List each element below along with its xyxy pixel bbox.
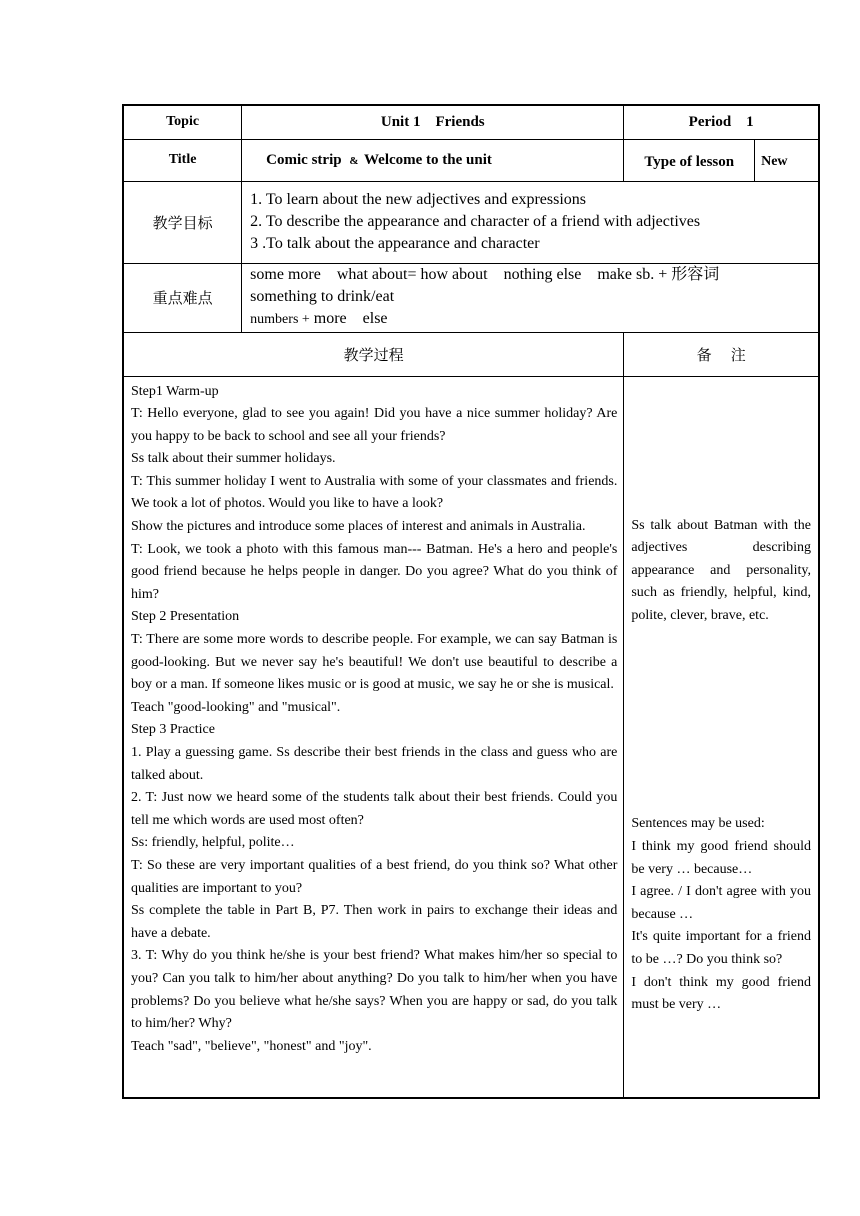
- process-line: T: Hello everyone, glad to see you again! Did you have a nice summer holiday? Are you happy to be back to school and see all your friends?: [131, 406, 618, 444]
- objectives-row: [123, 181, 819, 263]
- process-line: Ss: friendly, helpful, polite…: [131, 835, 295, 851]
- objective-item: 2. To describe the appearance and character of a friend with adjectives: [250, 213, 701, 230]
- notes-header: 备 注: [624, 332, 819, 376]
- objectives-list: [242, 181, 819, 263]
- key-points-row: [123, 263, 819, 332]
- process-line: Step1 Warm-up: [131, 383, 219, 399]
- process-line: 2. T: Just now we heard some of the students talk about their best friends. Could you tell me which words are used most often?: [131, 790, 618, 828]
- process-line: Ss talk about their summer holidays.: [131, 451, 336, 467]
- note-sentence: I agree. / I don't agree with you because …: [631, 884, 811, 922]
- topic-label: Topic: [123, 105, 242, 139]
- title-ampersand: &: [349, 154, 359, 167]
- key-point-small-text: numbers +: [250, 312, 310, 327]
- lesson-plan-sheet: [122, 104, 820, 1099]
- period-value: Period 1: [624, 105, 819, 139]
- title-label: Title: [123, 139, 242, 181]
- key-points-label: 重点难点: [123, 263, 242, 332]
- process-line: 3. T: Why do you think he/she is your best friend? What makes him/her so special to you? Can you talk to him/her about anything? Do you talk to him/her when you have problems? Do you believe what he/she says? When you are happy or sad, do you talk to him/her? Why?: [131, 948, 618, 1032]
- process-line: Show the pictures and introduce some places of interest and animals in Australia.: [131, 519, 586, 535]
- key-point-line: [250, 308, 818, 331]
- teacher-notes: [624, 376, 819, 1098]
- process-line: Step 3 Practice: [131, 722, 215, 738]
- process-line: 1. Play a guessing game. Ss describe their best friends in the class and guess who are talked about.: [131, 745, 618, 783]
- process-line: Teach "good-looking" and "musical".: [131, 699, 341, 715]
- note-sentence: I don't think my good friend must be very …: [631, 974, 811, 1013]
- key-point-line: some more what about= how about nothing else make sb. + 形容词: [250, 266, 720, 283]
- objective-item: 1. To learn about the new adjectives and expressions: [250, 191, 586, 208]
- process-line: T: There are some more words to describe people. For example, we can say Batman is good-looking. But we never say he's beautiful! We don't use beautiful to describe a boy or a man. If someone likes music or is good at music, we say he or she is musical.: [131, 632, 618, 693]
- title-row: [123, 139, 819, 181]
- note-sentence: I think my good friend should be very … because…: [631, 839, 811, 877]
- objective-item: 3 .To talk about the appearance and character: [250, 235, 540, 252]
- teaching-process: [123, 376, 624, 1098]
- topic-value: Unit 1 Friends: [242, 105, 624, 139]
- process-line: Teach "sad", "believe", "honest" and "joy".: [131, 1038, 372, 1054]
- process-line: Step 2 Presentation: [131, 609, 240, 625]
- title-value: [242, 139, 624, 181]
- lesson-plan-table: [122, 104, 820, 1099]
- note-sentence: It's quite important for a friend to be …? Do you think so?: [631, 929, 811, 968]
- lesson-type-label: Type of lesson: [624, 139, 755, 181]
- title-part-comic: Comic strip: [266, 151, 342, 168]
- key-point-text: more else: [309, 310, 388, 327]
- topic-row: [123, 105, 819, 139]
- process-line: Ss complete the table in Part B, P7. Then work in pairs to exchange their ideas and have a debate.: [131, 903, 618, 941]
- title-part-welcome: Welcome to the unit: [363, 151, 492, 168]
- note-sentence: Sentences may be used:: [631, 816, 765, 832]
- process-line: T: So these are very important qualities of a best friend, do you think so? What other qualities are important to you?: [131, 857, 618, 896]
- process-row: [123, 376, 819, 1098]
- section-header-row: [123, 332, 819, 376]
- key-points-list: [242, 263, 819, 332]
- note-batman: Ss talk about Batman with the adjectives describing appearance and personality, such as friendly, helpful, kind, polite, clever, brave, etc.: [631, 517, 811, 623]
- key-point-line: something to drink/eat: [250, 288, 395, 305]
- objectives-label: 教学目标: [123, 181, 242, 263]
- process-header: 教学过程: [123, 332, 624, 376]
- lesson-type-value: New: [755, 139, 819, 181]
- process-line: T: Look, we took a photo with this famous man--- Batman. He's a hero and people's good friend because he helps people in danger. Do you agree? What do you think of him?: [131, 541, 618, 602]
- process-line: T: This summer holiday I went to Australia with some of your classmates and friends. We took a lot of photos. Would you like to have a look?: [131, 473, 618, 512]
